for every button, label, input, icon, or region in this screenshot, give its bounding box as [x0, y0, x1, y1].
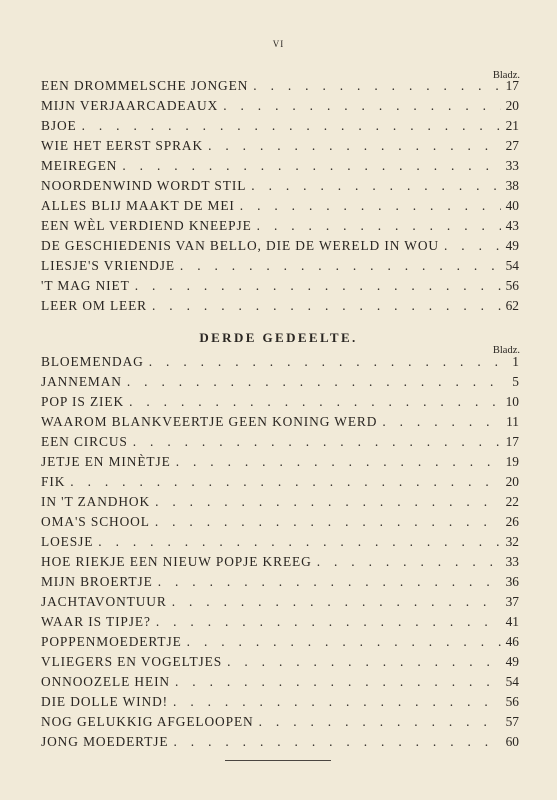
toc-entry-title: WIE HET EERST SPRAK	[41, 138, 204, 153]
toc-entry	[41, 714, 519, 734]
toc-entry	[41, 594, 519, 614]
toc-entry	[41, 258, 519, 278]
toc-entry	[41, 674, 519, 694]
toc-entry	[41, 178, 519, 198]
toc-entry-title: EEN WÈL VERDIEND KNEEPJE	[41, 218, 252, 233]
toc-entry-page: 56	[505, 278, 519, 293]
dot-leader	[155, 514, 501, 530]
dot-leader	[251, 178, 501, 194]
toc-entry-page: 22	[505, 494, 519, 509]
dot-leader	[122, 158, 501, 174]
page-column-header: Bladz.	[492, 345, 520, 356]
dot-leader	[129, 394, 501, 410]
toc-entry-page: 43	[505, 218, 519, 233]
toc-entry	[41, 734, 519, 754]
toc-entry-page: 40	[505, 198, 519, 213]
dot-leader	[176, 454, 501, 470]
dot-leader	[133, 434, 501, 450]
toc-entry	[41, 654, 519, 674]
toc-entry	[41, 454, 519, 474]
dot-leader	[135, 278, 501, 294]
toc-entry	[41, 634, 519, 654]
toc-entry-page: 49	[505, 238, 519, 253]
toc-entry	[41, 238, 519, 258]
toc-entry-title: EEN CIRCUS	[41, 434, 128, 449]
toc-entry-page: 20	[505, 474, 519, 489]
dot-leader	[382, 414, 501, 430]
dot-leader	[127, 374, 501, 390]
toc-entry	[41, 494, 519, 514]
toc-entry-title: BLOEMENDAG	[41, 354, 144, 369]
dot-leader	[175, 674, 501, 690]
dot-leader	[98, 534, 501, 550]
toc-entry-title: MIJN BROERTJE	[41, 574, 153, 589]
toc-entry-page: 27	[505, 138, 519, 153]
closing-rule	[225, 760, 331, 761]
toc-entry-title: JACHTAVONTUUR	[41, 594, 167, 609]
toc-entry	[41, 554, 519, 574]
page-number: VI	[272, 39, 285, 49]
dot-leader	[317, 554, 501, 570]
dot-leader	[223, 98, 501, 114]
dot-leader	[180, 258, 501, 274]
toc-entry-page: 21	[505, 118, 519, 133]
toc-entry-title: JONG MOEDERTJE	[41, 734, 169, 749]
toc-entry-page: 62	[505, 298, 519, 313]
dot-leader	[149, 354, 501, 370]
dot-leader	[155, 494, 501, 510]
toc-entry	[41, 514, 519, 534]
dot-leader	[227, 654, 501, 670]
toc-entry	[41, 614, 519, 634]
toc-entry-title: DIE DOLLE WIND!	[41, 694, 169, 709]
toc-entry-page: 60	[505, 734, 519, 749]
toc-entry	[41, 574, 519, 594]
toc-entry-title: 'T MAG NIET	[41, 278, 130, 293]
toc-entry-page: 36	[505, 574, 519, 589]
toc-entry-page: 11	[506, 414, 519, 429]
toc-entry-page: 46	[505, 634, 519, 649]
toc-entry-page: 57	[505, 714, 519, 729]
toc-entry-page: 20	[505, 98, 519, 113]
toc-entry-page: 10	[505, 394, 519, 409]
toc-entry-title: POPPENMOEDERTJE	[41, 634, 182, 649]
dot-leader	[259, 714, 501, 730]
dot-leader	[173, 694, 501, 710]
toc-entry-page: 54	[505, 674, 519, 689]
toc-entry-title: POP IS ZIEK	[41, 394, 125, 409]
page-column-header: Bladz.	[492, 70, 520, 81]
toc-entry-title: DE GESCHIEDENIS VAN BELLO, DIE DE WERELD IN WOU	[41, 238, 439, 253]
toc-entry	[41, 138, 519, 158]
toc-list-part-two	[41, 354, 519, 754]
toc-list-part-one	[41, 78, 519, 318]
toc-entry-title: MEIREGEN	[41, 158, 118, 173]
dot-leader	[257, 218, 501, 234]
toc-entry-title: NOG GELUKKIG AFGELOOPEN	[41, 714, 254, 729]
toc-entry-page: 32	[505, 534, 519, 549]
toc-entry-page: 1	[512, 354, 519, 369]
dot-leader	[82, 118, 501, 134]
toc-entry-title: ONNOOZELE HEIN	[41, 674, 170, 689]
toc-entry	[41, 414, 519, 434]
toc-entry-title: VLIEGERS EN VOGELTJES	[41, 654, 223, 669]
dot-leader	[253, 78, 501, 94]
toc-entry-title: HOE RIEKJE EEN NIEUW POPJE KREEG	[41, 554, 312, 569]
toc-entry	[41, 118, 519, 138]
toc-entry-title: WAAR IS TIPJE?	[41, 614, 151, 629]
toc-entry	[41, 354, 519, 374]
toc-entry-title: LOESJE	[41, 534, 94, 549]
toc-entry-title: ALLES BLIJ MAAKT DE MEI	[41, 198, 235, 213]
dot-leader	[152, 298, 501, 314]
toc-entry-title: JETJE EN MINÈTJE	[41, 454, 171, 469]
toc-entry	[41, 434, 519, 454]
dot-leader	[173, 734, 501, 750]
toc-entry	[41, 218, 519, 238]
dot-leader	[156, 614, 501, 630]
toc-entry-page: 37	[505, 594, 519, 609]
toc-entry	[41, 278, 519, 298]
dot-leader	[444, 238, 501, 254]
toc-entry-page: 33	[505, 554, 519, 569]
toc-entry	[41, 534, 519, 554]
toc-entry	[41, 394, 519, 414]
toc-entry	[41, 474, 519, 494]
toc-entry-page: 56	[505, 694, 519, 709]
toc-entry-page: 26	[505, 514, 519, 529]
toc-entry-title: JANNEMAN	[41, 374, 122, 389]
toc-entry-page: 49	[505, 654, 519, 669]
toc-entry-title: MIJN VERJAARCADEAUX	[41, 98, 219, 113]
dot-leader	[70, 474, 501, 490]
toc-entry	[41, 158, 519, 178]
toc-entry	[41, 374, 519, 394]
toc-entry-title: LIESJE'S VRIENDJE	[41, 258, 175, 273]
toc-entry-title: OMA'S SCHOOL	[41, 514, 150, 529]
toc-entry-title: FIK	[41, 474, 66, 489]
toc-entry-page: 5	[512, 374, 519, 389]
toc-entry-title: IN 'T ZANDHOK	[41, 494, 151, 509]
dot-leader	[240, 198, 501, 214]
toc-entry	[41, 98, 519, 118]
toc-entry-page: 19	[505, 454, 519, 469]
toc-entry-page: 38	[505, 178, 519, 193]
toc-entry-title: BJOE	[41, 118, 77, 133]
toc-entry	[41, 198, 519, 218]
toc-entry-title: LEER OM LEER	[41, 298, 148, 313]
toc-entry-title: NOORDENWIND WORDT STIL	[41, 178, 247, 193]
toc-entry	[41, 694, 519, 714]
toc-entry	[41, 78, 519, 98]
dot-leader	[172, 594, 501, 610]
toc-entry-page: 17	[505, 78, 519, 93]
toc-entry-page: 33	[505, 158, 519, 173]
toc-entry-title: WAAROM BLANKVEERTJE GEEN KONING WERD	[41, 414, 378, 429]
dot-leader	[208, 138, 501, 154]
dot-leader	[158, 574, 501, 590]
toc-entry-page: 41	[505, 614, 519, 629]
section-heading: DERDE GEDEELTE.	[199, 330, 358, 345]
toc-entry-title: EEN DROMMELSCHE JONGEN	[41, 78, 249, 93]
toc-entry-page: 54	[505, 258, 519, 273]
dot-leader	[187, 634, 501, 650]
toc-entry	[41, 298, 519, 318]
toc-entry-page: 17	[505, 434, 519, 449]
